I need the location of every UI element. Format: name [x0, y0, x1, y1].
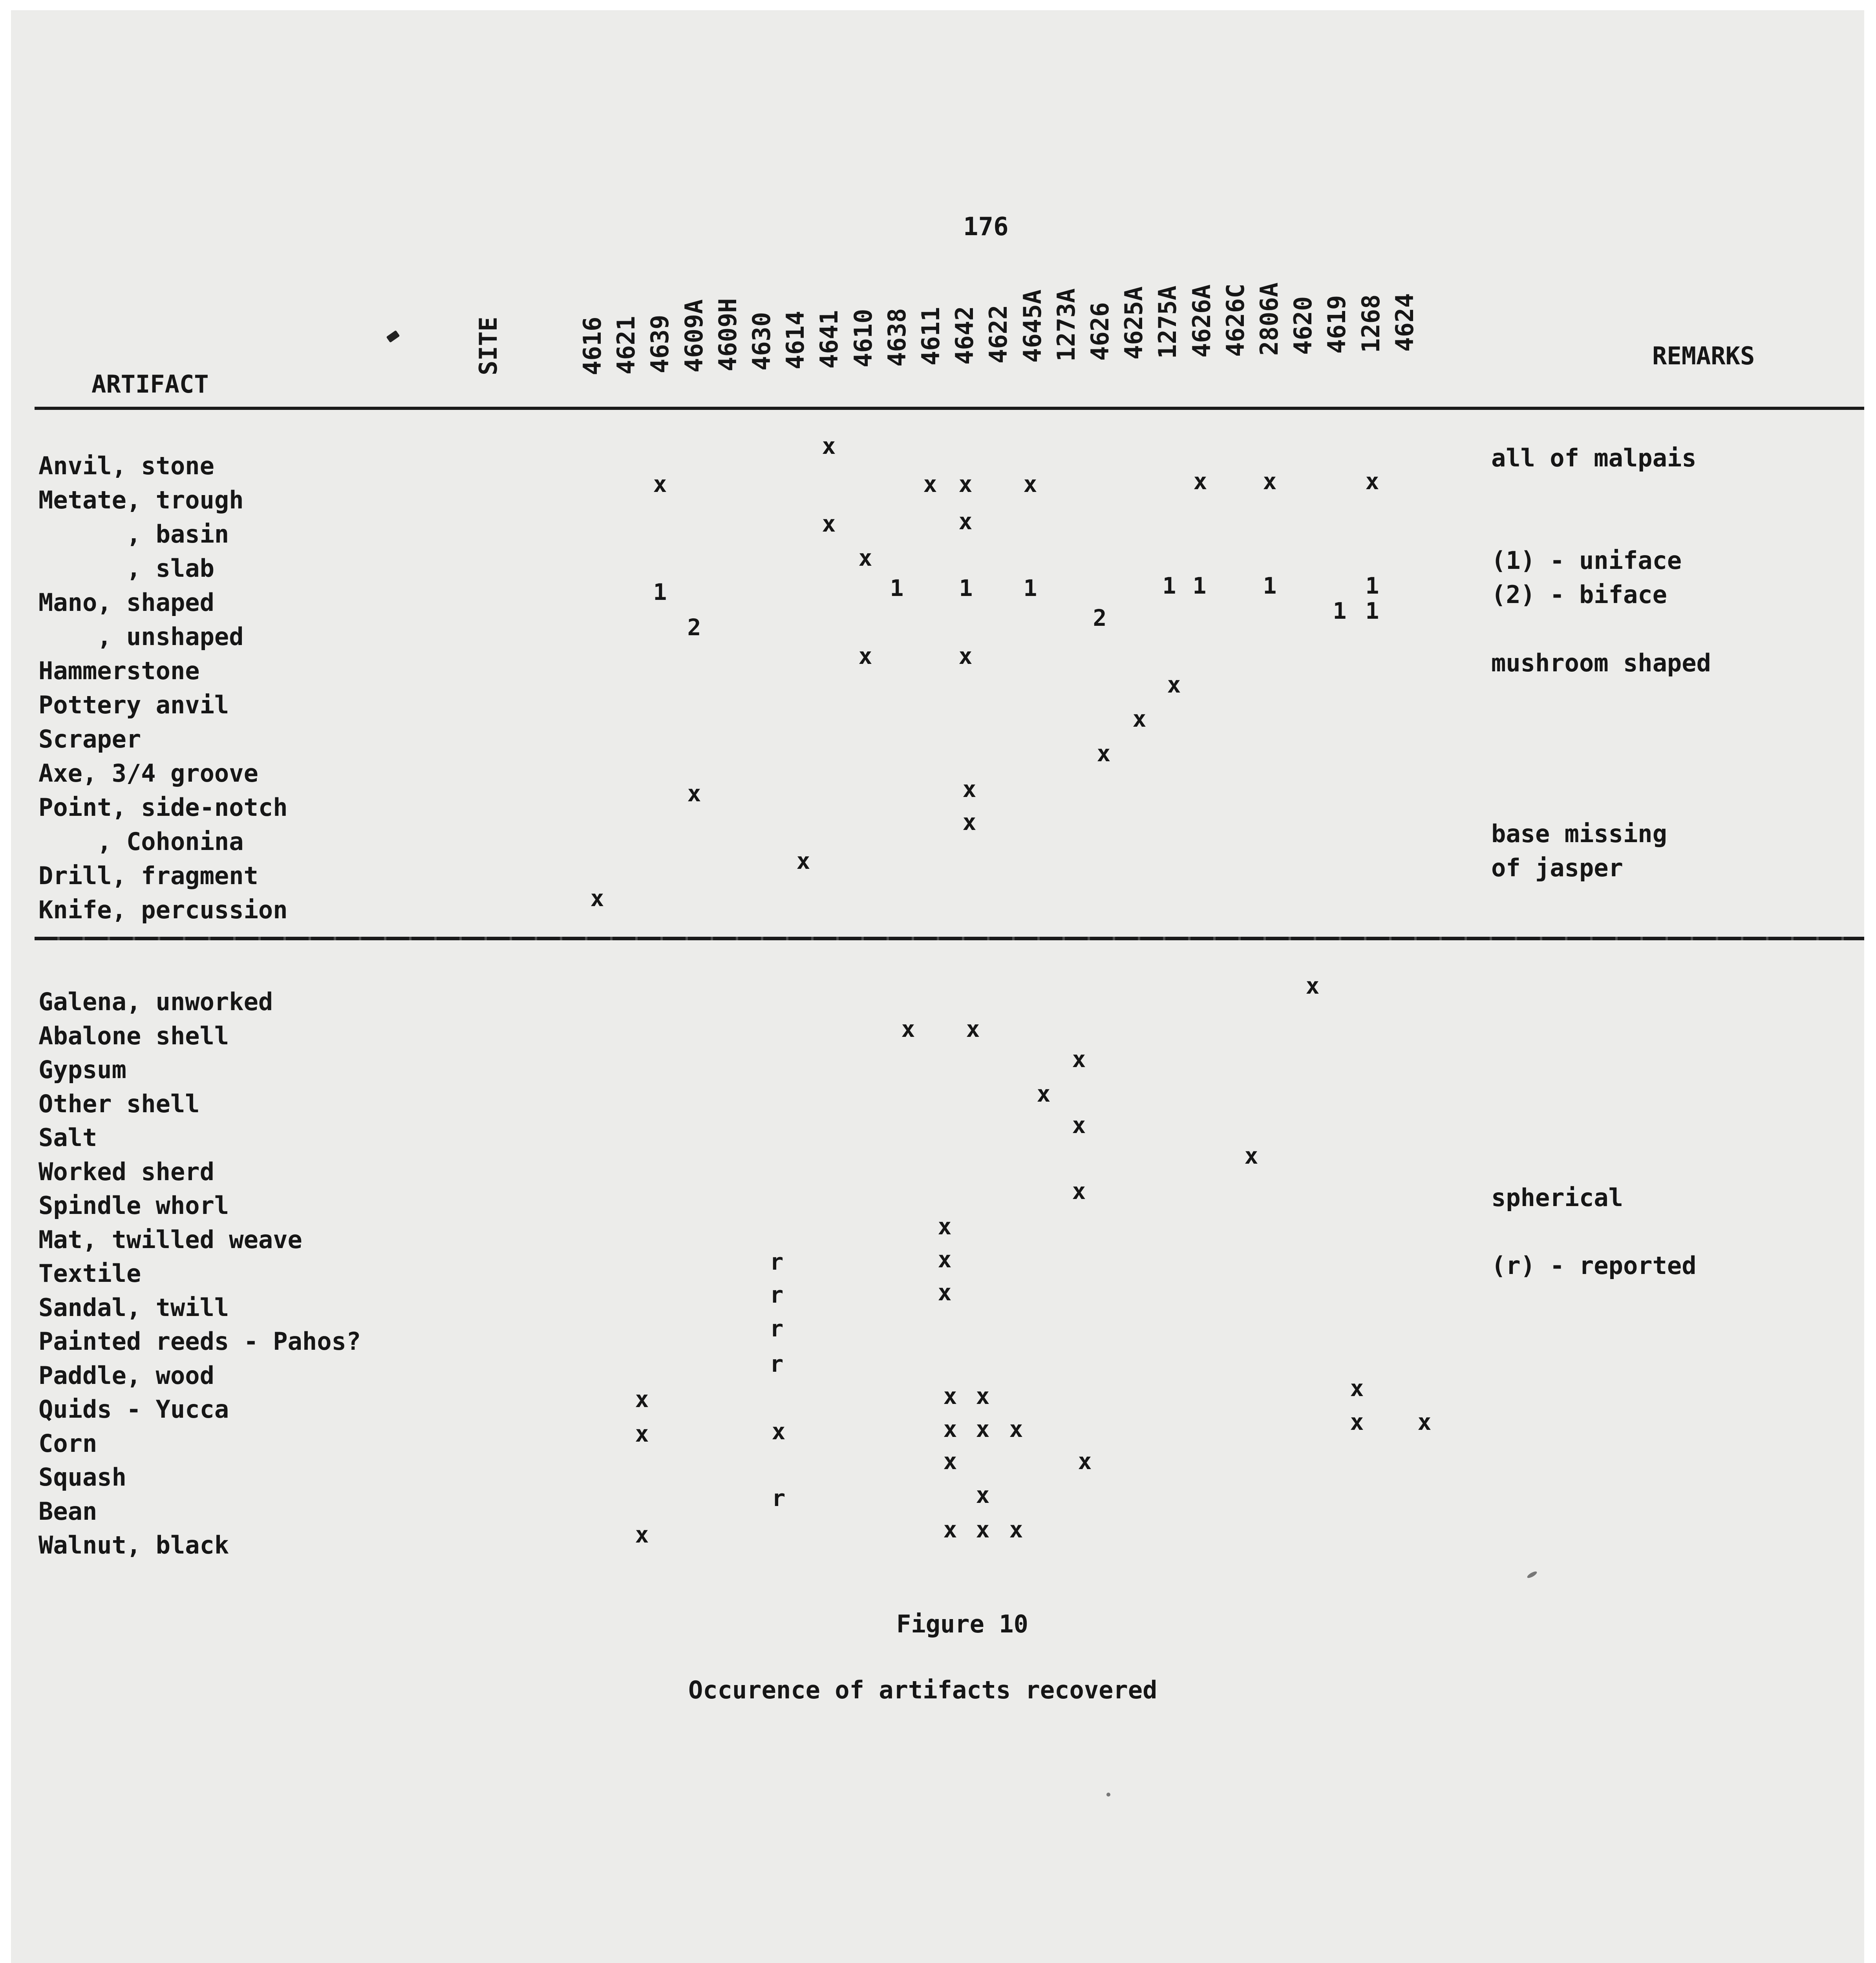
- count-mark: 1: [653, 579, 667, 605]
- occurrence-mark: x: [976, 1383, 990, 1409]
- count-mark: 1: [1333, 598, 1347, 624]
- artifact-label: Axe, 3/4 groove: [38, 759, 258, 788]
- site-column-header: SITE: [474, 316, 503, 375]
- occurrence-mark: x: [635, 1386, 649, 1413]
- artifact-label: Scraper: [38, 725, 141, 753]
- artifact-label: , Cohonina: [38, 827, 244, 856]
- reported-mark: r: [770, 1281, 784, 1308]
- section-divider: [35, 937, 1864, 940]
- site-header-4610: 4610: [849, 309, 878, 367]
- occurrence-mark: x: [590, 885, 604, 912]
- remark-text: spherical: [1491, 1183, 1623, 1212]
- occurrence-mark: x: [976, 1416, 990, 1442]
- occurrence-mark: x: [1365, 468, 1379, 495]
- site-header-4616: 4616: [578, 316, 607, 375]
- occurrence-mark: x: [1417, 1409, 1432, 1435]
- count-mark: 1: [1162, 572, 1176, 599]
- site-header-4624: 4624: [1390, 293, 1419, 352]
- count-mark: 2: [1093, 605, 1107, 631]
- artifact-label: Mano, shaped: [38, 588, 214, 617]
- reported-mark: r: [772, 1485, 786, 1512]
- occurrence-mark: x: [962, 809, 976, 835]
- site-header-1275A: 1275A: [1153, 285, 1182, 359]
- site-header-1273A: 1273A: [1052, 288, 1081, 362]
- occurrence-mark: x: [1244, 1142, 1258, 1169]
- occurrence-mark: x: [635, 1521, 649, 1548]
- site-header-4626A: 4626A: [1187, 284, 1216, 358]
- figure-caption: Occurence of artifacts recovered: [688, 1676, 1157, 1704]
- count-mark: 2: [687, 614, 701, 641]
- artifact-label: Hammerstone: [38, 656, 200, 685]
- dust-speck: [1106, 1793, 1110, 1797]
- dust-speck: [1526, 1570, 1538, 1579]
- artifact-label: Quids - Yucca: [38, 1395, 229, 1424]
- occurrence-mark: x: [796, 848, 810, 874]
- occurrence-mark: x: [1097, 740, 1111, 767]
- occurrence-mark: x: [1306, 972, 1320, 999]
- occurrence-mark: x: [822, 510, 836, 537]
- occurrence-mark: x: [1078, 1448, 1092, 1475]
- site-header-4638: 4638: [883, 308, 911, 367]
- site-header-4621: 4621: [612, 316, 640, 375]
- artifact-label: Squash: [38, 1463, 126, 1491]
- artifact-column-header: ARTIFACT: [91, 370, 209, 398]
- site-header-4642: 4642: [950, 306, 979, 365]
- occurrence-mark: x: [962, 776, 976, 802]
- count-mark: 1: [1192, 572, 1207, 599]
- artifact-label: Bean: [38, 1497, 97, 1526]
- occurrence-mark: x: [1009, 1516, 1023, 1543]
- stray-mark: [386, 330, 400, 343]
- occurrence-mark: x: [1072, 1112, 1086, 1139]
- remark-text: of jasper: [1491, 854, 1623, 882]
- artifact-label: Walnut, black: [38, 1531, 229, 1559]
- page-number: 176: [963, 212, 1009, 241]
- artifact-label: Worked sherd: [38, 1157, 214, 1186]
- site-header-4626: 4626: [1086, 302, 1114, 361]
- site-header-4609H: 4609H: [713, 298, 742, 371]
- document-page: [11, 10, 1864, 1963]
- occurrence-mark: x: [1023, 471, 1037, 497]
- remark-text: mushroom shaped: [1491, 649, 1711, 677]
- occurrence-mark: x: [943, 1516, 957, 1543]
- artifact-label: Textile: [38, 1259, 141, 1288]
- occurrence-mark: x: [1167, 671, 1181, 698]
- occurrence-mark: x: [635, 1420, 649, 1447]
- header-rule: [35, 407, 1864, 410]
- remark-text: base missing: [1491, 819, 1667, 848]
- occurrence-mark: x: [923, 471, 937, 497]
- occurrence-mark: x: [1193, 468, 1207, 495]
- site-header-4614: 4614: [781, 311, 810, 369]
- occurrence-mark: x: [943, 1448, 957, 1475]
- artifact-label: Other shell: [38, 1089, 200, 1118]
- artifact-label: Pottery anvil: [38, 691, 229, 719]
- remark-text: (r) - reported: [1491, 1251, 1697, 1280]
- reported-mark: r: [770, 1351, 784, 1377]
- occurrence-mark: x: [976, 1482, 990, 1508]
- artifact-label: , basin: [38, 520, 229, 548]
- count-mark: 1: [890, 575, 904, 601]
- count-mark: 1: [1263, 572, 1277, 599]
- site-header-4622: 4622: [984, 305, 1013, 364]
- occurrence-mark: x: [938, 1279, 952, 1306]
- count-mark: 1: [959, 575, 973, 601]
- occurrence-mark: x: [687, 780, 701, 807]
- site-header-4645A: 4645A: [1018, 289, 1047, 363]
- occurrence-mark: x: [1072, 1178, 1086, 1204]
- site-header-1268: 1268: [1357, 294, 1385, 353]
- occurrence-mark: x: [958, 643, 973, 669]
- count-mark: 1: [1365, 598, 1379, 624]
- occurrence-mark: x: [966, 1016, 980, 1042]
- occurrence-mark: x: [653, 471, 667, 497]
- occurrence-mark: x: [858, 545, 872, 571]
- occurrence-mark: x: [1037, 1080, 1051, 1107]
- artifact-label: Painted reeds - Pahos?: [38, 1327, 361, 1356]
- occurrence-mark: x: [858, 643, 872, 669]
- site-header-4611: 4611: [916, 307, 945, 366]
- site-header-4620: 4620: [1289, 296, 1317, 355]
- artifact-label: Galena, unworked: [38, 987, 273, 1016]
- occurrence-mark: x: [938, 1246, 952, 1273]
- site-header-4609A: 4609A: [680, 299, 708, 373]
- artifact-label: Gypsum: [38, 1055, 126, 1084]
- artifact-label: Knife, percussion: [38, 896, 288, 924]
- remark-text: (2) - biface: [1491, 580, 1667, 609]
- site-header-4626C: 4626C: [1221, 283, 1250, 357]
- occurrence-mark: x: [1072, 1046, 1086, 1073]
- count-mark: 1: [1365, 572, 1379, 599]
- occurrence-mark: x: [1009, 1416, 1023, 1442]
- occurrence-mark: x: [958, 508, 973, 535]
- occurrence-mark: x: [943, 1416, 957, 1442]
- reported-mark: r: [770, 1248, 784, 1275]
- site-header-4630: 4630: [747, 312, 776, 371]
- occurrence-mark: x: [976, 1516, 990, 1543]
- artifact-label: , unshaped: [38, 622, 244, 651]
- occurrence-mark: x: [958, 471, 973, 497]
- reported-mark: r: [770, 1315, 784, 1342]
- site-header-4625A: 4625A: [1119, 286, 1148, 360]
- artifact-label: Mat, twilled weave: [38, 1225, 302, 1254]
- occurrence-mark: x: [1263, 468, 1277, 495]
- occurrence-mark: x: [901, 1016, 915, 1042]
- occurrence-mark: x: [1350, 1409, 1364, 1435]
- occurrence-mark: x: [822, 433, 836, 459]
- artifact-label: Drill, fragment: [38, 861, 258, 890]
- occurrence-mark: x: [938, 1213, 952, 1240]
- artifact-label: Corn: [38, 1429, 97, 1458]
- occurrence-mark: x: [943, 1383, 957, 1409]
- figure-number: Figure 10: [896, 1610, 1028, 1638]
- artifact-label: Metate, trough: [38, 486, 244, 514]
- artifact-label: Salt: [38, 1123, 97, 1152]
- artifact-label: , slab: [38, 554, 214, 583]
- occurrence-mark: x: [1350, 1375, 1364, 1402]
- count-mark: 1: [1023, 575, 1037, 601]
- site-header-4641: 4641: [815, 310, 843, 369]
- artifact-label: Paddle, wood: [38, 1361, 214, 1390]
- site-header-4619: 4619: [1322, 295, 1351, 354]
- artifact-label: Sandal, twill: [38, 1293, 229, 1322]
- artifact-label: Point, side-notch: [38, 793, 288, 822]
- artifact-label: Spindle whorl: [38, 1191, 229, 1220]
- occurrence-mark: x: [1132, 706, 1146, 732]
- site-header-4639: 4639: [645, 314, 674, 373]
- site-header-2806A: 2806A: [1255, 282, 1284, 356]
- artifact-label: Anvil, stone: [38, 451, 214, 480]
- artifact-label: Abalone shell: [38, 1022, 229, 1050]
- occurrence-mark: x: [772, 1418, 786, 1445]
- remarks-column-header: REMARKS: [1652, 342, 1755, 370]
- remark-text: (1) - uniface: [1491, 546, 1682, 575]
- remark-text: all of malpais: [1491, 444, 1697, 472]
